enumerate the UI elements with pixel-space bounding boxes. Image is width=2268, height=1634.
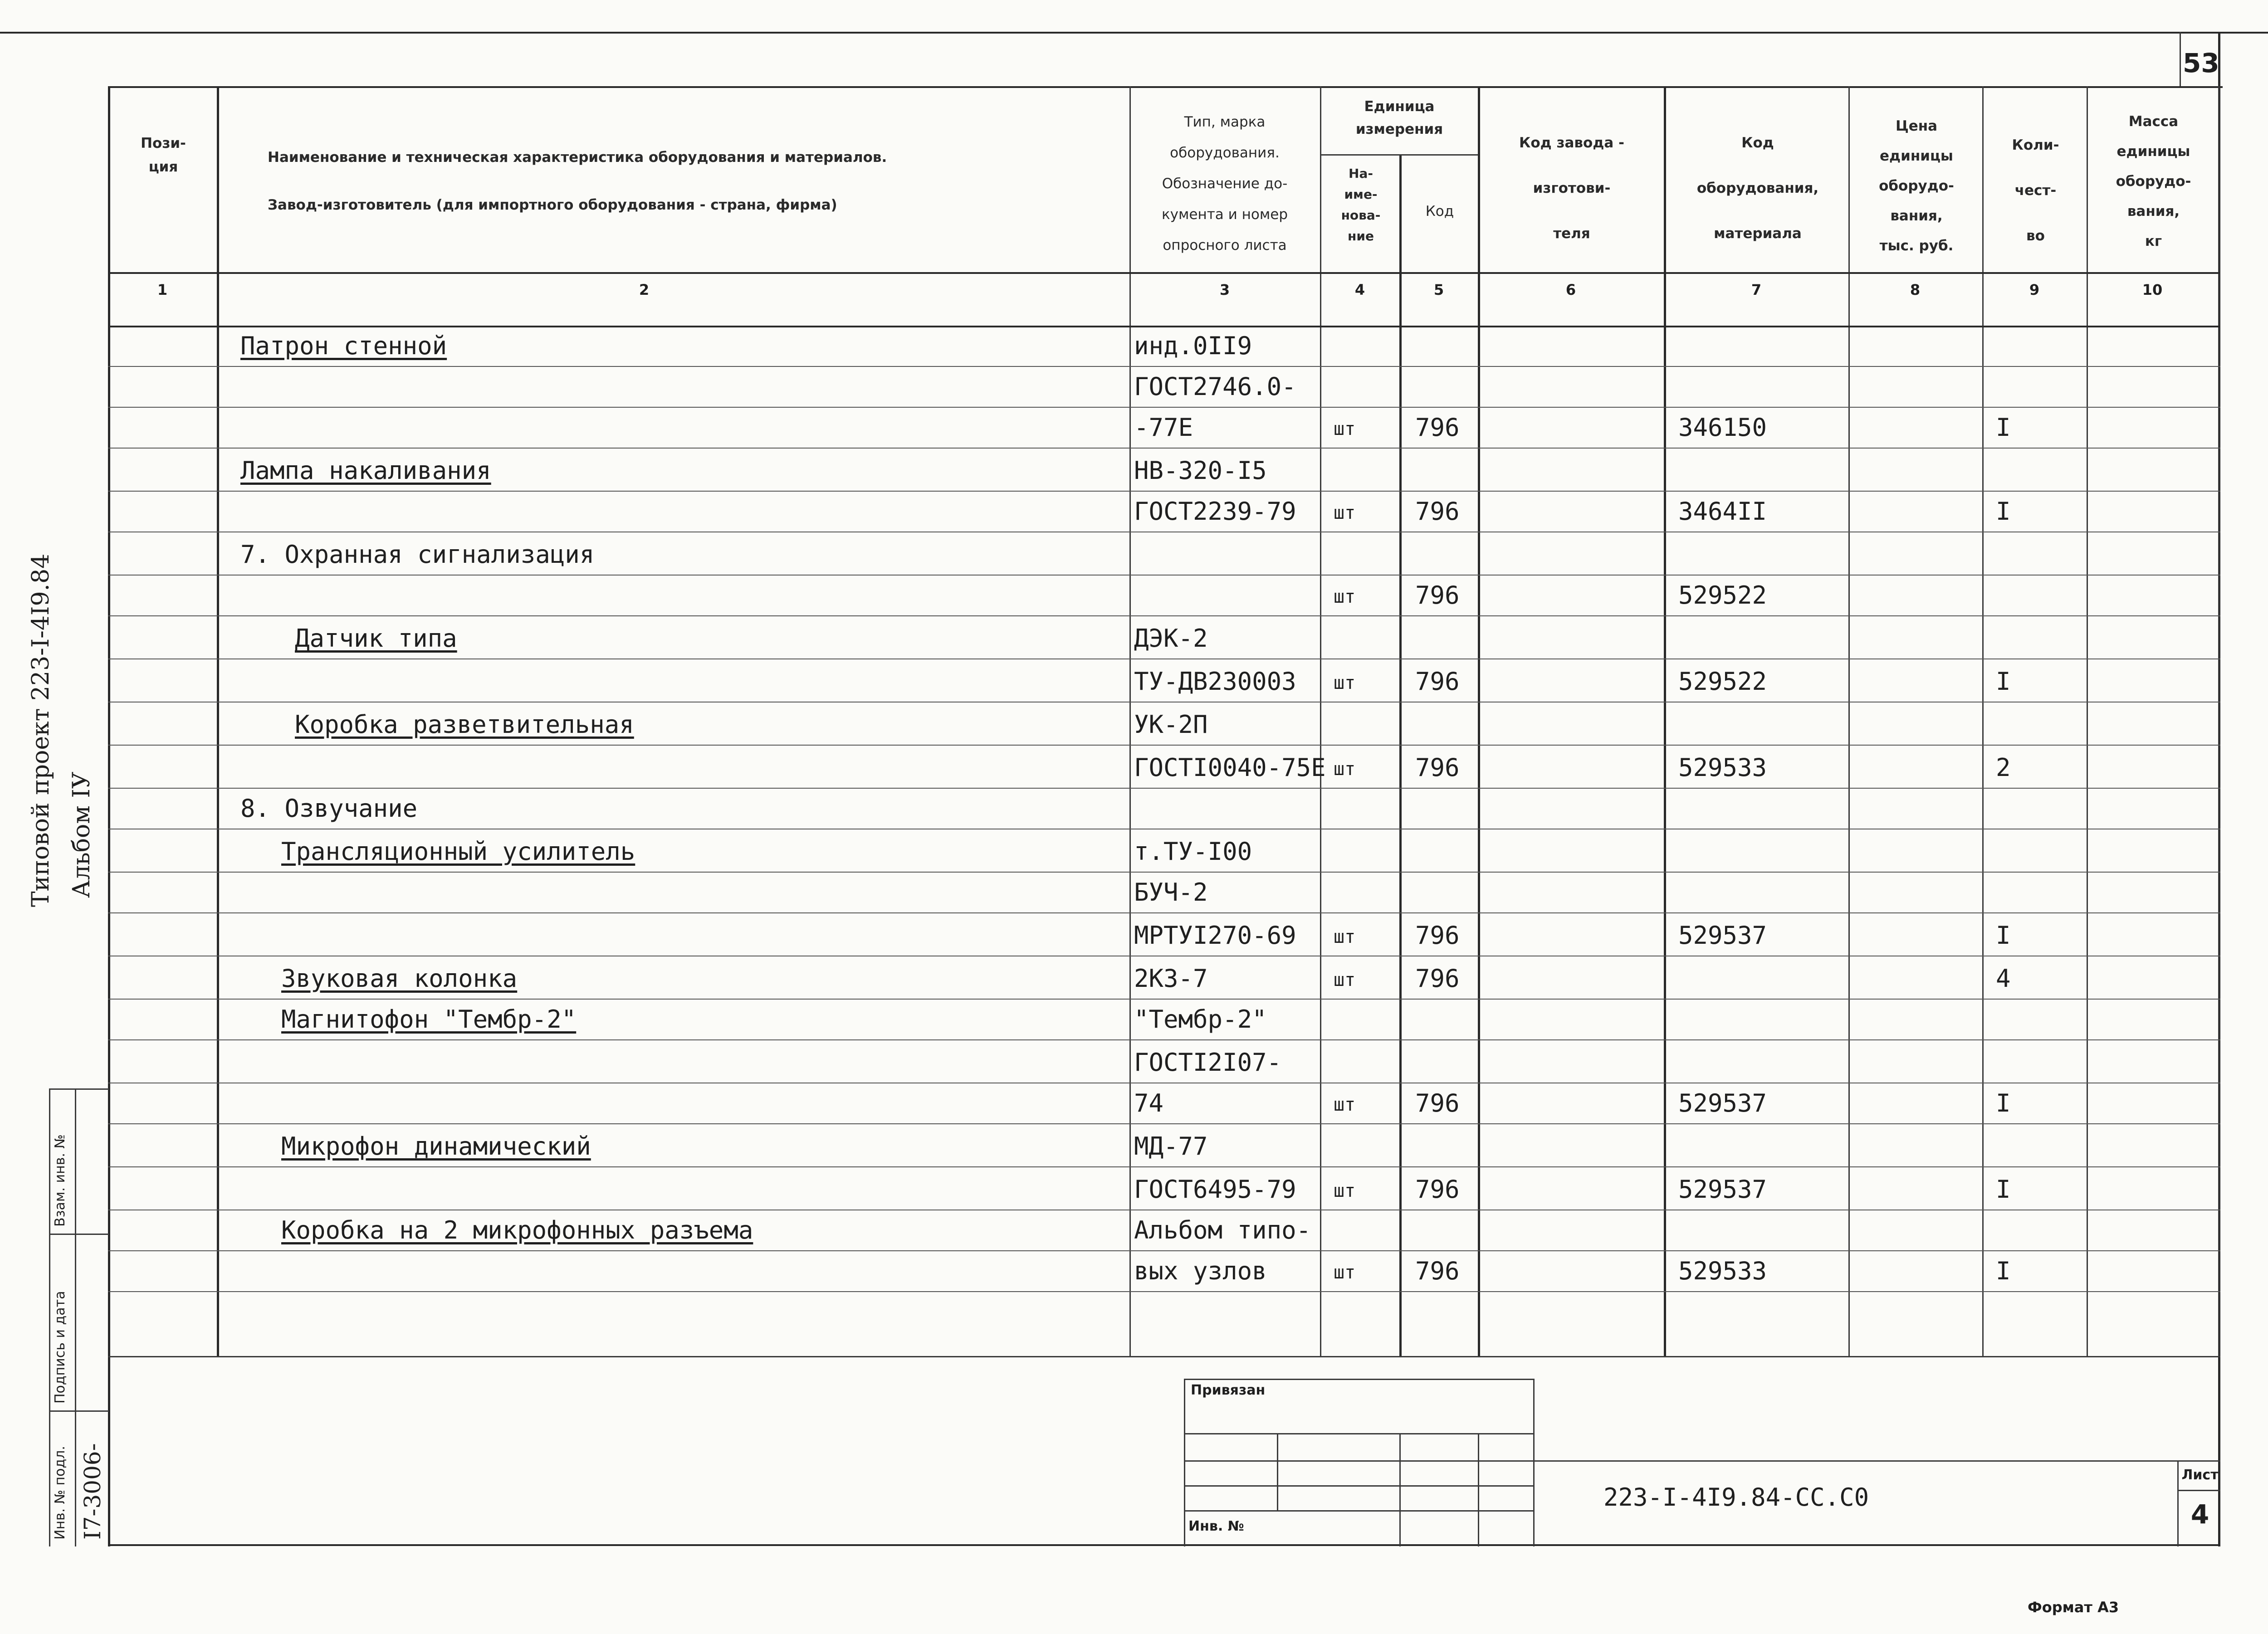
item-name: Коробка разветвительная — [295, 710, 634, 739]
row-separator — [108, 1123, 2220, 1124]
item-name: Трансляционный усилитель — [281, 837, 635, 866]
row-separator — [108, 1166, 2220, 1167]
table-bottom — [108, 1356, 2220, 1357]
item-material-code: 529537 — [1678, 1175, 1767, 1204]
item-unit: шт — [1334, 586, 1356, 607]
item-quantity: I — [1996, 497, 2011, 526]
header-c7-l3: материала — [1714, 225, 1802, 242]
header-c4-l1: На- — [1349, 166, 1373, 181]
item-unit-code: 796 — [1415, 753, 1460, 782]
item-unit: шт — [1334, 673, 1356, 693]
stamp-left — [1184, 1379, 1185, 1546]
item-quantity: I — [1996, 1175, 2011, 1204]
sheet-number: 4 — [2190, 1499, 2209, 1530]
stamp-col3 — [1478, 1433, 1479, 1546]
row-separator — [108, 912, 2220, 913]
item-unit: шт — [1334, 1094, 1356, 1115]
header-position — [113, 132, 213, 179]
col-line-9 — [1982, 86, 1984, 1356]
stamp-col1 — [1277, 1433, 1278, 1510]
header-unit-group — [1322, 95, 1476, 141]
header-material-code — [1667, 120, 1848, 256]
stamp-col2 — [1399, 1433, 1401, 1546]
header-type — [1132, 107, 1318, 261]
col-line-4 — [1320, 86, 1321, 1356]
colnum-1: 1 — [157, 281, 168, 298]
item-unit: шт — [1334, 1262, 1356, 1283]
item-material-code: 346150 — [1678, 413, 1767, 442]
item-material-code: 529537 — [1678, 1089, 1767, 1117]
header-c10-l4: вания, — [2127, 203, 2180, 219]
header-c6-l2: изготови- — [1533, 180, 1611, 196]
item-type: "Тембр-2" — [1134, 1005, 1267, 1034]
col-line-2 — [217, 86, 219, 1356]
item-type: УК-2П — [1134, 710, 1208, 739]
item-type: 74 — [1134, 1089, 1164, 1117]
item-name: 7. Охранная сигнализация — [240, 540, 595, 569]
item-name: Коробка на 2 микрофонных разъема — [281, 1216, 753, 1244]
col-line-10 — [2087, 86, 2088, 1356]
left-stamp-div2 — [49, 1410, 109, 1412]
header-c8-l5: тыс. руб. — [1879, 238, 1954, 254]
top-trim-line — [0, 32, 2268, 34]
item-type: ГОСТ6495-79 — [1134, 1175, 1296, 1204]
item-name: 8. Озвучание — [240, 794, 418, 823]
item-material-code: 529533 — [1678, 753, 1767, 782]
sign-date-label: Подпись и дата — [52, 1291, 68, 1404]
header-unit-l2: измерения — [1355, 121, 1443, 137]
header-c4-l4: ние — [1348, 229, 1374, 244]
sheet-box-left — [2177, 1460, 2179, 1546]
item-name: Звуковая колонка — [281, 964, 518, 993]
page-number-box-left — [2180, 32, 2181, 86]
row-separator — [108, 658, 2220, 659]
header-type-l4: кумента и номер — [1161, 206, 1288, 223]
item-type: т.ТУ-I00 — [1134, 837, 1252, 866]
header-c10-l3: оборудо- — [2116, 173, 2191, 190]
row-separator — [108, 872, 2220, 873]
item-unit-code: 796 — [1415, 413, 1460, 442]
item-name: Магнитофон "Тембр-2" — [281, 1005, 577, 1034]
header-type-l5: опросного листа — [1163, 237, 1287, 254]
header-c9-l3: во — [2026, 228, 2045, 244]
table-top-border — [109, 86, 2223, 88]
item-quantity: I — [1996, 921, 2011, 950]
item-quantity: I — [1996, 1089, 2011, 1117]
row-separator — [108, 615, 2220, 616]
header-unit-name — [1322, 163, 1399, 247]
header-c8-l3: оборудо- — [1879, 178, 1954, 194]
stamp-row1 — [1184, 1433, 1533, 1434]
left-stamp-div1 — [49, 1234, 109, 1235]
item-quantity: I — [1996, 667, 2011, 696]
header-type-l1: Тип, марка — [1184, 114, 1266, 130]
item-unit: шт — [1334, 502, 1356, 523]
item-quantity: 2 — [1996, 753, 2011, 782]
privyazan-label: Привязан — [1191, 1382, 1266, 1398]
header-c6-l3: теля — [1553, 225, 1590, 242]
item-material-code: 529522 — [1678, 667, 1767, 696]
item-unit: шт — [1334, 1180, 1356, 1201]
item-type: 2КЗ-7 — [1134, 964, 1208, 993]
item-type: НВ-320-I5 — [1134, 456, 1267, 485]
side-title-line2: Альбом IУ — [68, 771, 95, 898]
item-unit-code: 796 — [1415, 1257, 1460, 1285]
header-c10-l1: Масса — [2128, 113, 2179, 130]
colnum-9: 9 — [2029, 281, 2040, 298]
header-position-l2: ция — [148, 159, 178, 175]
item-material-code: 529522 — [1678, 581, 1767, 610]
item-type: ГОСТ2746.0- — [1134, 372, 1296, 401]
item-name: Микрофон динамический — [281, 1132, 591, 1161]
item-type: ГОСТ2239-79 — [1134, 497, 1296, 526]
header-bottom — [108, 272, 2220, 274]
inv-podl-label: Инв. № подл. — [52, 1446, 68, 1540]
row-separator — [108, 575, 2220, 576]
colnum-4: 4 — [1354, 281, 1365, 298]
item-name: Патрон стенной — [240, 332, 447, 360]
item-type: вых узлов — [1134, 1257, 1267, 1285]
item-material-code: 3464II — [1678, 497, 1767, 526]
item-type: ДЭК-2 — [1134, 624, 1208, 653]
item-quantity: I — [1996, 413, 2011, 442]
inv-podl-value: I7-3006- — [79, 1443, 106, 1540]
col-line-11 — [2218, 86, 2219, 1356]
item-name: Датчик типа — [295, 624, 457, 653]
stamp-row4 — [1184, 1510, 1533, 1512]
row-separator — [108, 407, 2220, 408]
colnum-5: 5 — [1433, 281, 1444, 298]
header-c8-l1: Цена — [1895, 118, 1938, 134]
frame-bottom-border — [108, 1544, 2220, 1546]
sheet-label: Лист — [2181, 1467, 2219, 1483]
left-stamp-outer — [49, 1088, 50, 1546]
left-stamp-top — [49, 1088, 109, 1090]
document-code: 223-I-4I9.84-СС.С0 — [1603, 1483, 1869, 1512]
item-unit-code: 796 — [1415, 667, 1460, 696]
header-c8-l2: единицы — [1880, 148, 1953, 164]
header-name-l2: Завод-изготовитель (для импортного оборудования - страна, фирма) — [268, 197, 837, 213]
item-quantity: 4 — [1996, 964, 2011, 993]
header-unit-code: Код — [1425, 203, 1454, 219]
header-type-l3: Обозначение до- — [1162, 176, 1288, 192]
header-c8-l4: вания, — [1890, 208, 1943, 224]
item-type: инд.0II9 — [1134, 332, 1252, 360]
header-quantity — [1984, 122, 2087, 259]
row-separator — [108, 491, 2220, 492]
item-unit-code: 796 — [1415, 1089, 1460, 1117]
colnum-6: 6 — [1565, 281, 1576, 298]
stamp-row2 — [1184, 1460, 2220, 1462]
row-separator — [108, 1250, 2220, 1251]
header-unit-l1: Единица — [1364, 98, 1435, 115]
row-separator — [108, 448, 2220, 449]
item-type: Альбом типо- — [1134, 1216, 1311, 1244]
header-c7-l1: Код — [1741, 135, 1774, 151]
item-type: БУЧ-2 — [1134, 878, 1208, 907]
header-position-l1: Пози- — [141, 135, 186, 151]
item-unit-code: 796 — [1415, 497, 1460, 526]
item-unit: шт — [1334, 759, 1356, 780]
item-type: МРТУI270-69 — [1134, 921, 1296, 950]
row-separator — [108, 745, 2220, 746]
row-separator — [108, 788, 2220, 789]
col-line-6 — [1478, 86, 1480, 1356]
item-name: Лампа накаливания — [240, 456, 491, 485]
colnum-8: 8 — [1910, 281, 1921, 298]
colnum-2: 2 — [639, 281, 650, 298]
header-c4-l3: нова- — [1341, 208, 1381, 223]
row-separator — [108, 366, 2220, 367]
item-type: ГОСТI0040-75Е — [1134, 753, 1326, 782]
item-unit-code: 796 — [1415, 921, 1460, 950]
inv-label: Инв. № — [1188, 1518, 1244, 1534]
item-type: ТУ-ДВ230003 — [1134, 667, 1296, 696]
item-type: ГОСТI2I07- — [1134, 1048, 1282, 1077]
header-mass — [2089, 107, 2218, 256]
item-unit-code: 796 — [1415, 581, 1460, 610]
item-type: МД-77 — [1134, 1132, 1208, 1161]
side-title-line1: Типовой проект 223-I-4I9.84 — [27, 553, 54, 907]
header-c7-l2: оборудования, — [1696, 180, 1819, 196]
col-line-8 — [1848, 86, 1850, 1356]
item-material-code: 529533 — [1678, 1257, 1767, 1285]
sheet-box-div — [2177, 1490, 2220, 1491]
item-unit-code: 796 — [1415, 964, 1460, 993]
page-number: 53 — [2183, 48, 2219, 78]
item-quantity: I — [1996, 1257, 2011, 1285]
item-unit: шт — [1334, 419, 1356, 439]
item-material-code: 529537 — [1678, 921, 1767, 950]
vzam-inv-label: Взам. инв. № — [52, 1134, 68, 1227]
item-unit-code: 796 — [1415, 1175, 1460, 1204]
item-type: -77Е — [1134, 413, 1193, 442]
header-price — [1851, 111, 1982, 261]
colnum-3: 3 — [1219, 281, 1230, 298]
header-c9-l2: чест- — [2014, 182, 2057, 199]
header-name — [268, 134, 1120, 229]
header-c9-l1: Коли- — [2012, 137, 2059, 153]
item-unit: шт — [1334, 927, 1356, 947]
stamp-row3 — [1184, 1485, 1533, 1487]
col-line-7 — [1664, 86, 1666, 1356]
stamp-right-inner — [1533, 1379, 1535, 1546]
unit-group-divider — [1320, 154, 1478, 156]
header-factory-code — [1481, 120, 1662, 256]
item-unit: шт — [1334, 970, 1356, 990]
header-c6-l1: Код завода - — [1519, 135, 1624, 151]
colnum-10: 10 — [2142, 281, 2163, 298]
row-separator — [108, 1039, 2220, 1040]
colnum-bottom — [108, 326, 2220, 327]
row-separator — [108, 999, 2220, 1000]
header-type-l2: оборудования. — [1170, 145, 1280, 161]
header-c4-l2: име- — [1344, 187, 1378, 202]
frame-left-border — [108, 86, 110, 1546]
left-stamp-mid — [75, 1088, 76, 1546]
stamp-top — [1184, 1379, 1533, 1380]
col-line-5 — [1399, 154, 1402, 1356]
row-separator — [108, 1291, 2220, 1292]
header-c10-l2: единицы — [2116, 143, 2190, 160]
colnum-7: 7 — [1751, 281, 1762, 298]
col-line-3 — [1129, 86, 1131, 1356]
header-name-l1: Наименование и техническая характеристика оборудования и материалов. — [268, 149, 887, 166]
header-c10-l5: кг — [2145, 233, 2162, 249]
format-label: Формат А3 — [2028, 1599, 2119, 1616]
